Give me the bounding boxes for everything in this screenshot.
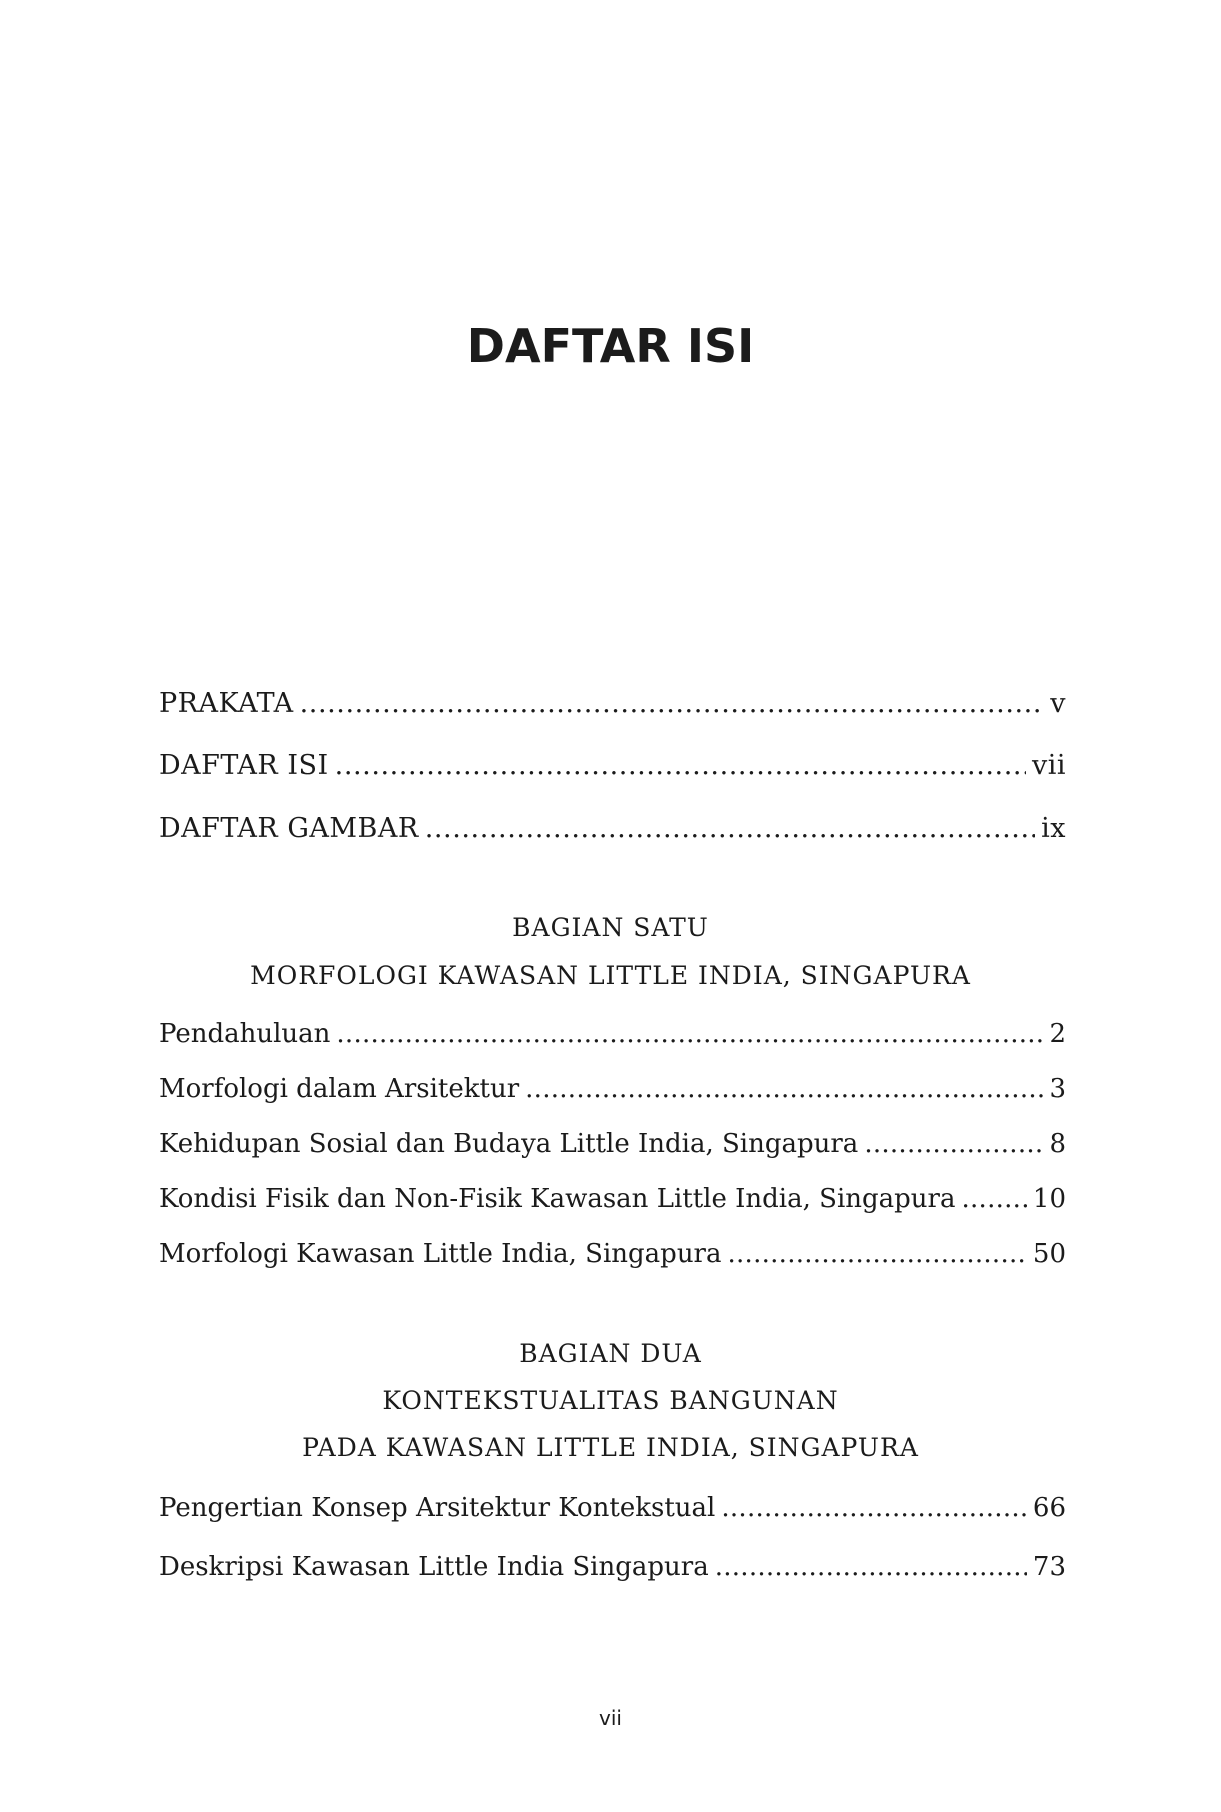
page-number: vii [599, 1706, 622, 1730]
toc-entry-label: Kondisi Fisik dan Non-Fisik Kawasan Little India, Singapura [159, 1184, 956, 1214]
dot-leader [425, 811, 1035, 847]
toc-entry-page: ix [1041, 813, 1066, 844]
part-heading-title: KONTEKSTUALITAS BANGUNAN [382, 1386, 839, 1415]
toc-entry-label: Morfologi dalam Arsitektur [159, 1074, 520, 1104]
toc-entry-page: 66 [1032, 1493, 1066, 1523]
toc-entry-page: 8 [1049, 1129, 1066, 1159]
toc-entry-label: Pengertian Konsep Arsitektur Kontekstual [159, 1493, 716, 1523]
toc-entry-page: vii [1031, 750, 1066, 781]
toc-entry-daftar-gambar[interactable] [159, 811, 1066, 847]
toc-entry-daftar-isi[interactable] [159, 748, 1066, 784]
toc-entry[interactable] [159, 1071, 1066, 1107]
part-heading-title: MORFOLOGI KAWASAN LITTLE INDIA, SINGAPURA [250, 961, 971, 990]
toc-entry-label: Pendahuluan [159, 1019, 331, 1049]
dot-leader [728, 1236, 1027, 1272]
toc-entry[interactable] [159, 1549, 1066, 1585]
toc-entry-label: PRAKATA [159, 688, 294, 719]
dot-leader [721, 1490, 1027, 1526]
page-title: DAFTAR ISI [466, 319, 755, 373]
toc-entry-prakata[interactable] [159, 686, 1066, 722]
toc-entry[interactable] [159, 1016, 1066, 1052]
toc-entry-page: 50 [1032, 1239, 1066, 1269]
dot-leader [525, 1071, 1043, 1107]
dot-leader [335, 748, 1026, 784]
dot-leader [336, 1016, 1043, 1052]
dot-leader [715, 1549, 1027, 1585]
toc-entry-label: DAFTAR ISI [159, 750, 329, 781]
toc-entry[interactable] [159, 1126, 1066, 1162]
toc-entry-label: Kehidupan Sosial dan Budaya Little India, Singapura [159, 1129, 859, 1159]
toc-entry-label: Morfologi Kawasan Little India, Singapura [159, 1239, 722, 1269]
toc-entry-label: DAFTAR GAMBAR [159, 813, 419, 844]
dot-leader [864, 1126, 1043, 1162]
part-heading-subtitle: PADA KAWASAN LITTLE INDIA, SINGAPURA [302, 1433, 919, 1462]
toc-entry-page: 2 [1049, 1019, 1066, 1049]
toc-entry-page: 10 [1032, 1184, 1066, 1214]
toc-entry-page: v [1050, 688, 1066, 719]
toc-entry-page: 73 [1032, 1552, 1066, 1582]
toc-entry-label: Deskripsi Kawasan Little India Singapura [159, 1552, 709, 1582]
toc-entry-page: 3 [1049, 1074, 1066, 1104]
part-heading-number: BAGIAN SATU [512, 913, 709, 942]
dot-leader [961, 1181, 1026, 1217]
dot-leader [300, 686, 1045, 722]
toc-entry[interactable] [159, 1490, 1066, 1526]
part-heading-number: BAGIAN DUA [519, 1339, 702, 1368]
toc-entry[interactable] [159, 1236, 1066, 1272]
toc-entry[interactable] [159, 1181, 1066, 1217]
